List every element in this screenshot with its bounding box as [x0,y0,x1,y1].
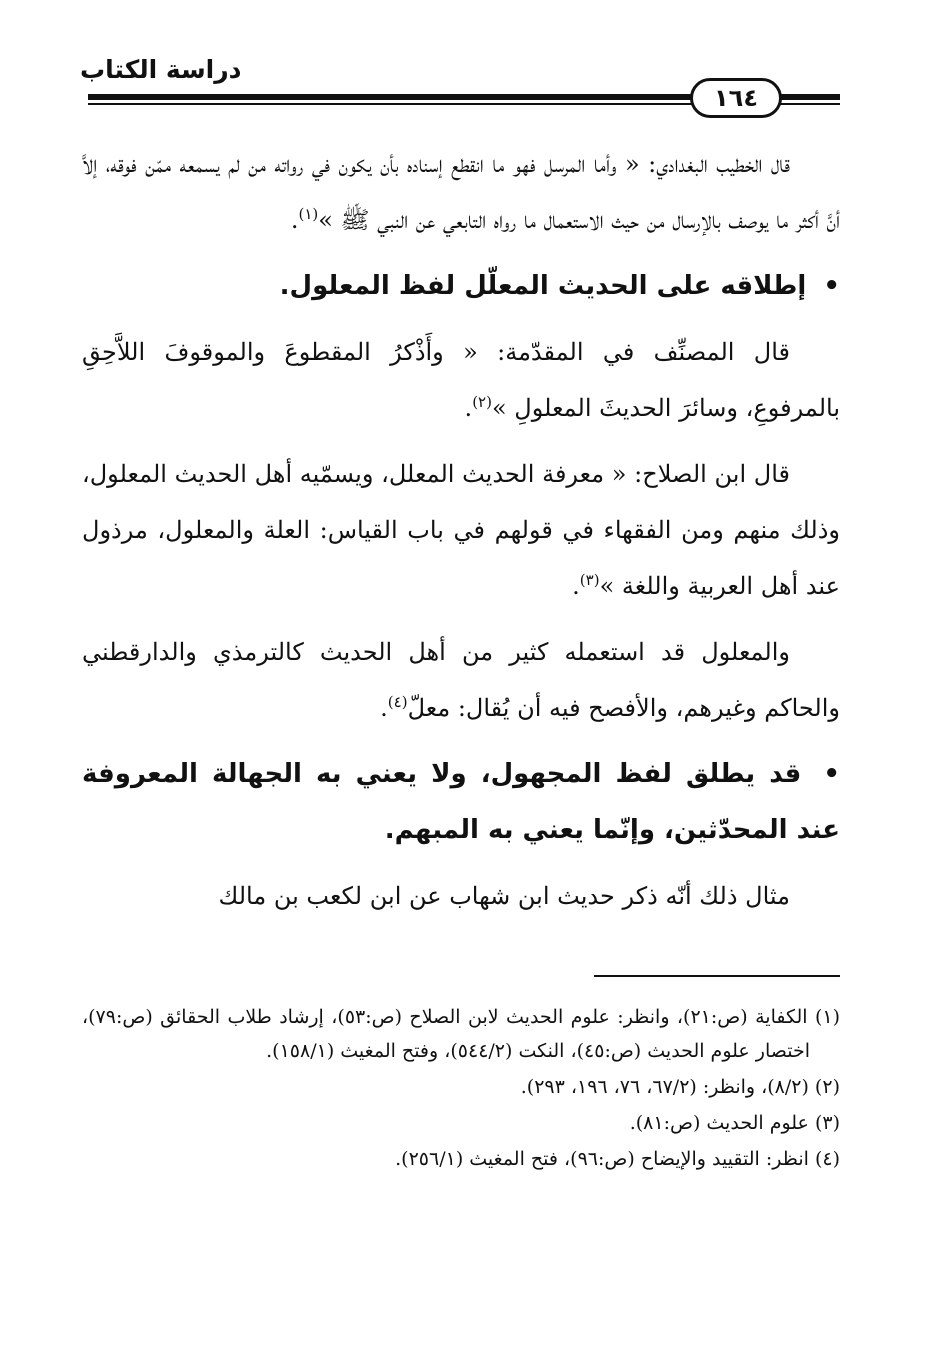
footnote-3: (٣) علوم الحديث (ص:٨١). [629,1112,840,1134]
section-heading-2-text: قد يطلق لفظ المجهول، ولا يعني به الجهالة المعروفة عند المحدّثين، وإنّما يعني به المبهم. [82,759,840,845]
bullet-icon: • [823,271,840,301]
header-rule-right-thick [780,94,840,100]
header-rule-thin [88,103,696,105]
paragraph-3: قال ابن الصلاح: « معرفة الحديث المعلل، ويسمّيه أهل الحديث المعلول، وذلك منهم ومن الفقهاء في قولهم في باب القياس: العلة والمعلول، مرذول عند أهل العربية واللغة »$^{(٣)}$. [82,460,840,600]
paragraph-5-text: مثال ذلك أنّه ذكر حديث ابن شهاب عن ابن لكعب بن مالك [218,882,790,910]
footnote-4: (٤) انظر: التقييد والإيضاح (ص:٩٦)، فتح المغيث (٢٥٦/١). [395,1148,840,1170]
footnote-ref-2: (٢) [472,393,492,411]
paragraph-1-text: قال الخطيب البغدادي: « وأما المرسل فهو ما انقطع إسناده بأن يكون في رواته من لم يسمعه ممّن فوقه، إلاَّ أنَّ أكثر ما يوصف بالإرسال من حيث الاستعمال ما رواه التابعي عن النبي ﷺ » [82,150,840,234]
paragraph-5 [82,868,840,924]
paragraph-1: قال الخطيب البغدادي: « وأما المرسل فهو ما انقطع إسناده بأن يكون في رواته من لم يسمعه ممّن فوقه، إلاَّ أنَّ أكثر ما يوصف بالإرسال من حيث الاستعمال ما رواه التابعي عن النبي ﷺ »$^{(١)}$. [82,150,840,234]
paragraph-4: والمعلول قد استعمله كثير من أهل الحديث كالترمذي والدارقطني والحاكم وغيرهم، والأفصح فيه أن يُقال: معلّ$^{(٤)}$. [82,638,840,722]
footnote-1: (١) الكفاية (ص:٢١)، وانظر: علوم الحديث لابن الصلاح (ص:٥٣)، إرشاد طلاب الحقائق (ص:٧٩)، اختصار علوم الحديث (ص:٤٥)، النكت (٥٤٤/٢)، وفتح المغيث (١٥٨/١). [82,1006,840,1062]
section-heading-2 [82,746,840,858]
footnote-ref-3: (٣) [579,571,600,589]
page-number: ١٦٤ [690,78,782,118]
footnote-separator [594,975,840,977]
header-rule-right-thin [780,103,840,105]
paragraph-2-text: قال المصنِّف في المقدّمة: « وأَذْكرُ المقطوعَ والموقوفَ اللاَّحِقِ بالمرفوعِ، وسائرَ الحديثَ المعلولِ » [82,338,840,422]
book-title: دراسة الكتاب [80,55,242,84]
footnotes [82,1000,840,1178]
main-text [82,136,840,934]
footnote-ref-4: (٤) [387,693,408,711]
paragraph-2: قال المصنِّف في المقدّمة: « وأَذْكرُ المقطوعَ والموقوفَ اللاَّحِقِ بالمرفوعِ، وسائرَ الحديثَ المعلولِ »$^{(٢)}$. [82,338,840,422]
paragraph-3-text: قال ابن الصلاح: « معرفة الحديث المعلل، ويسمّيه أهل الحديث المعلول، وذلك منهم ومن الفقهاء في قولهم في باب القياس: العلة والمعلول، مرذول عند أهل العربية واللغة » [82,460,840,600]
footnote-ref-1: (١) [298,205,319,223]
bullet-icon: • [823,759,840,789]
section-heading-1-text: إطلاقه على الحديث المعلّل لفظ المعلول. [279,271,807,301]
header-rule-thick [88,94,696,100]
footnote-2: (٢) (٨/٢)، وانظر: (٦٧/٢، ٧٦، ١٩٦، ٢٩٣). [520,1076,840,1098]
paragraph-4-text: والمعلول قد استعمله كثير من أهل الحديث كالترمذي والدارقطني والحاكم وغيرهم، والأفصح فيه أن يُقال: معلّ [82,638,840,722]
section-heading-1 [82,258,840,314]
